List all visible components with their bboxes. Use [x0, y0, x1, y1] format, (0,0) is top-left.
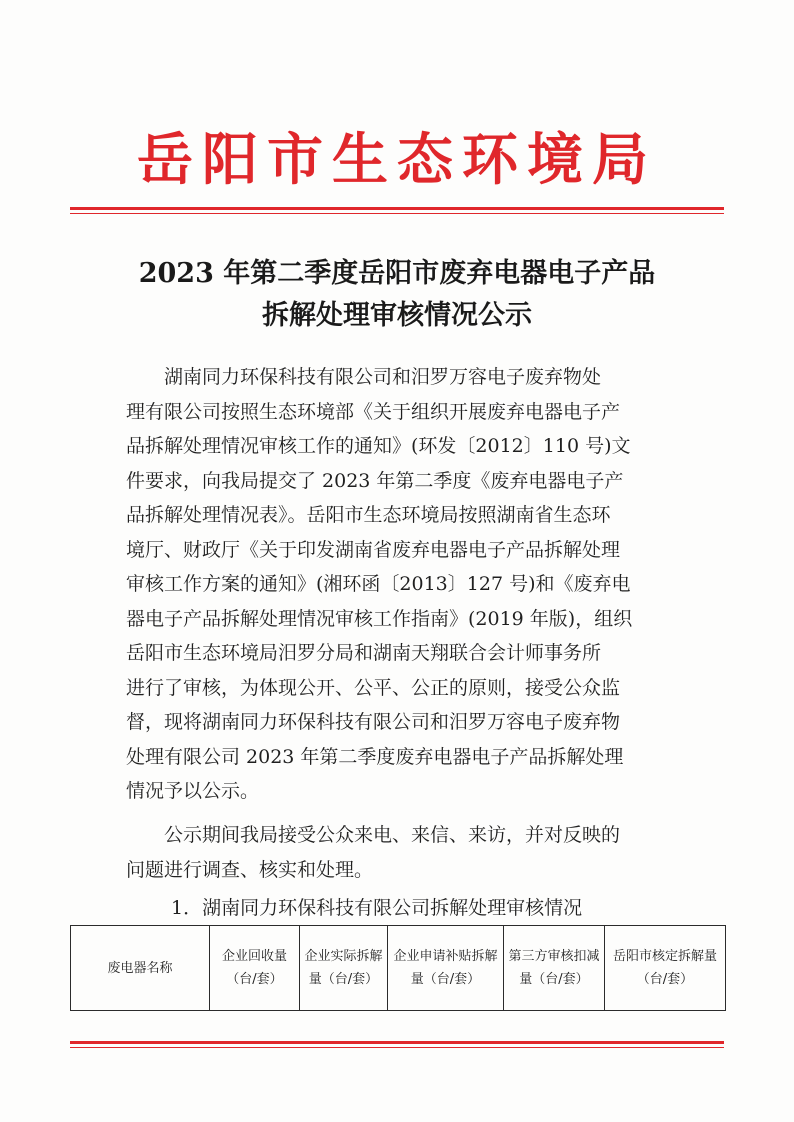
table-header-cell: 第三方审核扣减量（台/套）	[504, 926, 605, 1011]
section-heading: 1．湖南同力环保科技有限公司拆解处理审核情况	[171, 897, 583, 919]
paragraph-line: 理有限公司按照生态环境部《关于组织开展废弃电器电子产	[126, 400, 621, 423]
agency-letterhead: 岳阳市生态环境局	[137, 127, 657, 193]
header-red-rule-thick	[70, 207, 724, 210]
paragraph-line: 公示期间我局接受公众来电、来信、来访，并对反映的	[164, 824, 621, 846]
document-title-line-2: 拆解处理审核情况公示	[262, 300, 532, 331]
paragraph-line: 进行了审核，为体现公开、公平、公正的原则，接受公众监	[126, 676, 621, 699]
paragraph-line: 器电子产品拆解处理情况审核工作指南》(2019 年版)，组织	[126, 607, 633, 630]
table-header-cell: 岳阳市核定拆解量（台/套）	[605, 926, 726, 1011]
paragraph-line: 情况予以公示。	[126, 780, 260, 802]
document-title-line-1: 2023 年第二季度岳阳市废弃电器电子产品	[138, 258, 656, 289]
table-header-cell: 企业实际拆解量（台/套）	[300, 926, 388, 1011]
paragraph-line: 湖南同力环保科技有限公司和汨罗万容电子废弃物处	[164, 366, 602, 388]
footer-red-rule-thin	[70, 1047, 724, 1048]
paragraph-line: 审核工作方案的通知》(湘环函〔2013〕127 号)和《废弃电	[126, 573, 631, 595]
review-table	[70, 925, 726, 1011]
paragraph-line: 品拆解处理情况审核工作的通知》(环发〔2012〕110 号)文	[126, 435, 631, 457]
table-header-row	[71, 926, 726, 1011]
paragraph-line: 件要求，向我局提交了 2023 年第二季度《废弃电器电子产	[126, 469, 624, 492]
table-header-cell: 企业回收量（台/套）	[210, 926, 300, 1011]
table-header-cell: 废电器名称	[71, 926, 210, 1011]
table-header-cell: 企业申请补贴拆解量（台/套）	[388, 926, 504, 1011]
body-paragraph-1	[126, 360, 686, 809]
paragraph-line: 品拆解处理情况表》。岳阳市生态环境局按照湖南省生态环	[126, 504, 611, 526]
body-paragraph-2	[126, 818, 686, 887]
header-red-rule-thin	[70, 213, 724, 214]
paragraph-line: 岳阳市生态环境局汨罗分局和湖南天翔联合会计师事务所	[126, 642, 602, 664]
paragraph-line: 督，现将湖南同力环保科技有限公司和汨罗万容电子废弃物	[126, 711, 621, 733]
paragraph-line: 境厅、财政厅《关于印发湖南省废弃电器电子产品拆解处理	[126, 538, 621, 561]
footer-red-rule-thick	[70, 1041, 724, 1044]
paragraph-line: 问题进行调查、核实和处理。	[126, 858, 374, 881]
paragraph-line: 处理有限公司 2023 年第二季度废弃电器电子产品拆解处理	[126, 745, 624, 768]
